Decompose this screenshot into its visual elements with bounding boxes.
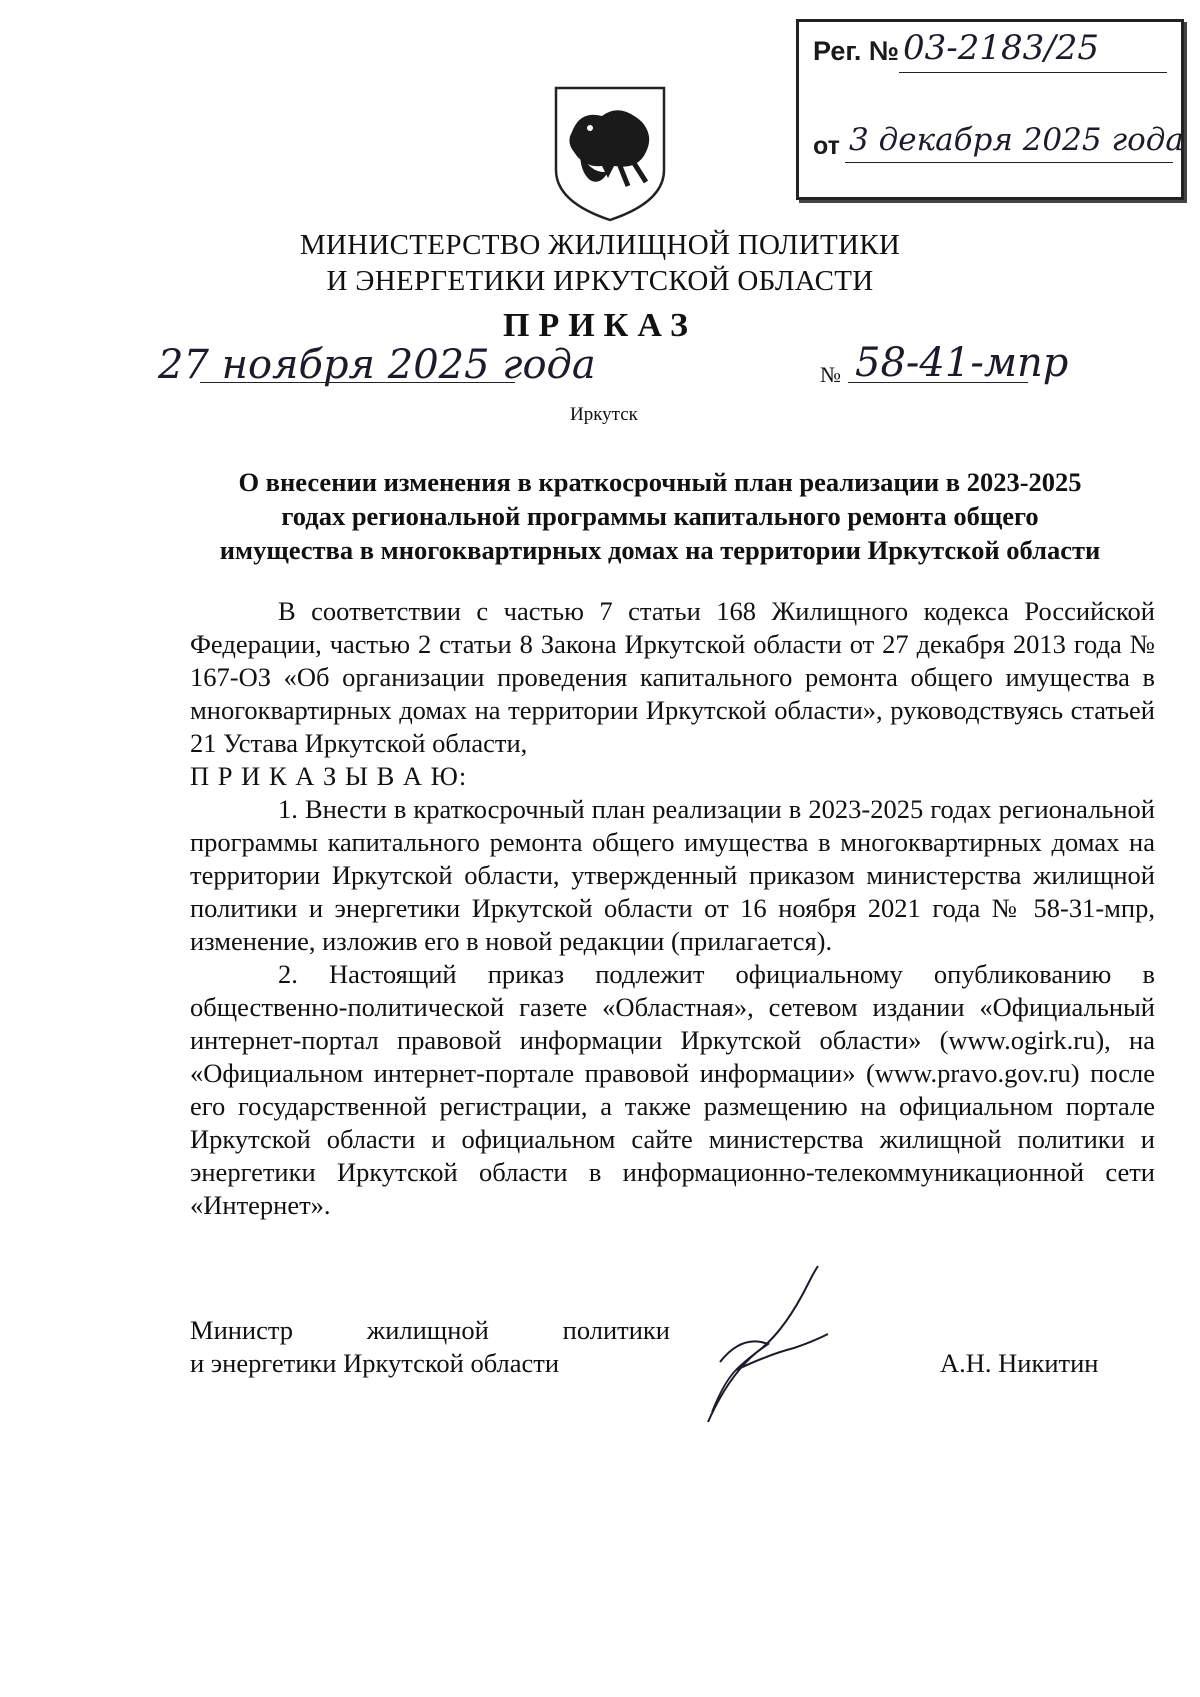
- reg-date-label: от: [813, 132, 840, 160]
- order-word: П Р И К А З Ы В А Ю:: [190, 761, 468, 791]
- reg-date-handwritten: 3 декабря 2025 года: [849, 122, 1184, 158]
- title-line-2: годах региональной программы капитального ремонта общего: [281, 501, 1039, 531]
- reg-date-line: [845, 162, 1173, 163]
- reg-number-line: [899, 72, 1167, 73]
- ministry-line-2: И ЭНЕРГЕТИКИ ИРКУТСКОЙ ОБЛАСТИ: [326, 265, 874, 297]
- order-number-handwritten: 58-41-мпр: [855, 340, 1069, 386]
- document-type: ПРИКАЗ: [503, 307, 697, 344]
- position-word-3: политики: [562, 1315, 670, 1345]
- preamble-paragraph: В соответствии с частью 7 статьи 168 Жилищного кодекса Российской Федерации, частью 2 статьи 8 Закона Иркутской области от 27 декабря 2013 года № 167-ОЗ «Об организации проведения капитального ремонта общего имущества в многоквартирных домах на территории Иркутской области», руководствуясь статьей 21 Устава Иркутской области,: [190, 596, 1155, 758]
- order-date-line: [200, 382, 515, 383]
- ministry-name: [0, 227, 1200, 299]
- city: Иркутск: [570, 404, 638, 425]
- position-line-1: [190, 1314, 670, 1347]
- position-word-2: жилищной: [366, 1315, 489, 1345]
- title-line-3: имущества в многоквартирных домах на территории Иркутской области: [219, 535, 1101, 565]
- item-1-paragraph: 1. Внести в краткосрочный план реализации в 2023-2025 годах региональной программы капитального ремонта общего имущества в многоквартирных домах на территории Иркутской области, утвержденный приказом министерства жилищной политики и энергетики Иркутской области от 16 ноября 2021 года № 58-31-мпр, изменение, изложив его в новой редакции (прилагается).: [190, 794, 1155, 956]
- handwritten-signature-icon: [690, 1262, 860, 1432]
- signatory-name: А.Н. Никитин: [940, 1348, 1099, 1378]
- position-word-1: Министр: [190, 1315, 294, 1345]
- signatory-position: [190, 1314, 670, 1380]
- registration-stamp: [796, 19, 1184, 200]
- order-date-handwritten: 27 ноября 2025 года: [158, 342, 596, 388]
- order-title: [160, 465, 1160, 567]
- position-line-2: и энергетики Иркутской области: [190, 1348, 560, 1378]
- reg-number-label: Рег. №: [813, 36, 899, 66]
- order-number-line: [848, 382, 1028, 383]
- reg-number-handwritten: 03-2183/25: [903, 28, 1099, 68]
- item-2-paragraph: 2. Настоящий приказ подлежит официальному опубликованию в общественно-политической газете «Областная», сетевом издании «Официальный интернет-портал правовой информации Иркутской области» (www.ogirk.ru), на «Официальном интернет-портале правовой информации» (www.pravo.gov.ru) после его государственной регистрации, а также размещению на официальном портале Иркутской области и официальном сайте министерства жилищной политики и энергетики Иркутской области в информационно-телекоммуникационной сети «Интернет».: [190, 959, 1155, 1220]
- ministry-line-1: МИНИСТЕРСТВО ЖИЛИЩНОЙ ПОЛИТИКИ: [299, 229, 901, 261]
- title-line-1: О внесении изменения в краткосрочный план реализации в 2023-2025: [238, 467, 1082, 497]
- order-number-label: №: [820, 362, 841, 387]
- coat-of-arms-icon: [550, 82, 670, 224]
- order-body: [190, 595, 1155, 1222]
